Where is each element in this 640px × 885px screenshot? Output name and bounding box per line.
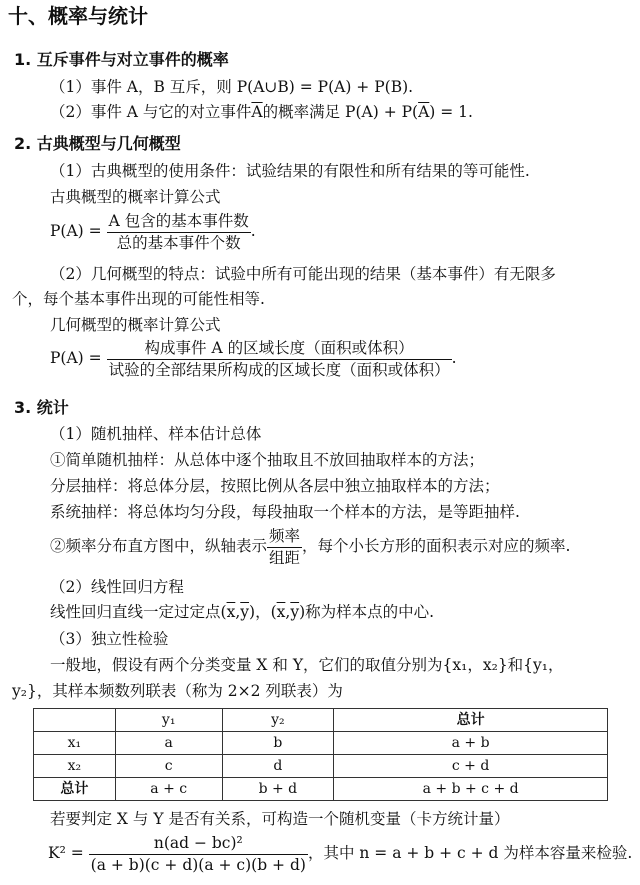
overline-x-2: $\overline{x}$	[276, 603, 286, 621]
table-cell: a + c	[115, 778, 222, 801]
table-row	[34, 755, 608, 778]
heading-mutually-exclusive: 1. 互斥事件与对立事件的概率	[14, 50, 229, 69]
s1-line-2-part-a: （2）事件 A 与它的对立事件	[50, 103, 252, 121]
formula-geometric	[50, 339, 457, 379]
table-cell: y₁	[115, 709, 222, 732]
formula-chi-square-fraction	[89, 834, 308, 874]
table-cell: c	[115, 755, 222, 778]
s3-line-9: 一般地，假设有两个分类变量 X 和 Y，它们的取值分别为{x₁，x₂}和{y₁，	[50, 656, 564, 674]
s1-line-1: （1）事件 A，B 互斥，则 P(A∪B) = P(A) + P(B).	[50, 78, 414, 96]
table-cell: a + b + c + d	[334, 778, 608, 801]
table-cell: a	[115, 732, 222, 755]
s3-line-5-part-b: ，每个小长方形的面积表示对应的频率.	[302, 537, 571, 556]
overline-a: $\overline{A}$	[251, 103, 263, 121]
formula-classical-end: .	[250, 222, 256, 241]
formula-chi-square	[48, 834, 632, 874]
s3-line-6: （2）线性回归方程	[50, 578, 184, 596]
s2-line-5: 几何概型的概率计算公式	[50, 316, 221, 334]
heading-probability-models: 2. 古典概型与几何概型	[14, 134, 181, 153]
formula-geometric-lhs: P(A) =	[50, 349, 102, 368]
formula-chi-square-tail: ，其中 n = a + b + c + d 为样本容量来检验.	[307, 844, 633, 863]
frequency-over-width-fraction	[267, 527, 302, 567]
formula-chi-square-denominator: (a + b)(c + d)(a + c)(b + d)	[90, 855, 306, 874]
s2-line-2: 古典概型的概率计算公式	[50, 188, 221, 206]
s3-line-7-part-c: )称为样本点的中心.	[299, 603, 435, 621]
formula-geometric-denominator: 试验的全部结果所构成的区域长度（面积或体积）	[108, 360, 450, 379]
table-cell: b + d	[222, 778, 334, 801]
s3-line-7-comma: ,	[235, 603, 241, 621]
s1-line-2-part-b: 的概率满足 P(A) + P(	[262, 103, 419, 121]
overline-y-2: $\overline{y}$	[290, 603, 300, 621]
formula-classical-denominator: 总的基本事件个数	[116, 233, 241, 252]
table-cell: c + d	[334, 755, 608, 778]
s2-line-1: （1）古典概型的使用条件：试验结果的有限性和所有结果的等可能性.	[50, 162, 530, 180]
overline-a-2: $\overline{A}$	[418, 103, 430, 121]
s3-line-11: 若要判定 X 与 Y 是否有关系，可构造一个随机变量（卡方统计量）	[50, 810, 510, 828]
s3-line-1: （1）随机抽样、样本估计总体	[50, 425, 262, 443]
formula-classical-fraction	[107, 212, 251, 252]
s1-line-2	[50, 103, 473, 122]
formula-geometric-end: .	[451, 349, 457, 368]
s3-line-7-part-a: 线性回归直线一定过定点(	[50, 603, 227, 621]
s1-line-2-part-c: ) = 1.	[429, 103, 473, 121]
formula-classical-lhs: P(A) =	[50, 222, 102, 241]
table-cell: x₁	[34, 732, 116, 755]
overline-x: $\overline{x}$	[226, 603, 236, 621]
formula-classical-numerator: A 包含的基本事件数	[107, 212, 251, 233]
table-cell: a + b	[334, 732, 608, 755]
formula-geometric-numerator: 构成事件 A 的区域长度（面积或体积）	[107, 339, 452, 360]
contingency-table	[33, 708, 608, 801]
table-cell: x₂	[34, 755, 116, 778]
overline-y: $\overline{y}$	[240, 603, 250, 621]
s3-line-2: ①简单随机抽样：从总体中逐个抽取且不放回抽取样本的方法；	[50, 451, 485, 469]
fraction-numerator: 频率	[267, 527, 302, 548]
table-cell: y₂	[222, 709, 334, 732]
formula-geometric-fraction	[107, 339, 452, 379]
formula-chi-square-lhs: K² =	[48, 844, 84, 863]
s3-line-7-part-b: )，(	[249, 603, 277, 621]
table-cell: 总计	[34, 778, 116, 801]
table-row	[34, 732, 608, 755]
s3-line-3: 分层抽样：将总体分层，按照比例从各层中独立抽取样本的方法；	[50, 477, 500, 495]
s3-line-10: y₂}，其样本频数列联表（称为 2×2 列联表）为	[12, 682, 343, 700]
heading-statistics: 3. 统计	[14, 398, 69, 417]
s3-line-8: （3）独立性检验	[50, 630, 169, 648]
s2-line-4: 个，每个基本事件出现的可能性相等.	[12, 290, 265, 308]
table-cell: d	[222, 755, 334, 778]
s3-line-7-comma-2: ,	[285, 603, 291, 621]
section-title: 十、概率与统计	[8, 4, 148, 28]
fraction-denominator: 组距	[269, 548, 301, 567]
formula-chi-square-numerator: n(ad − bc)²	[89, 834, 308, 855]
s3-line-5-part-a: ②频率分布直方图中，纵轴表示	[50, 537, 268, 556]
table-header-row	[34, 709, 608, 732]
table-cell	[34, 709, 116, 732]
s3-line-5	[50, 527, 570, 567]
s2-line-3: （2）几何概型的特点：试验中所有可能出现的结果（基本事件）有无限多	[50, 265, 556, 283]
table-row	[34, 778, 608, 801]
table-cell: b	[222, 732, 334, 755]
formula-classical	[50, 212, 256, 252]
table-cell: 总计	[334, 709, 608, 732]
s3-line-4: 系统抽样：将总体均匀分段，每段抽取一个样本的方法，是等距抽样.	[50, 503, 520, 521]
s3-line-7	[50, 603, 434, 622]
